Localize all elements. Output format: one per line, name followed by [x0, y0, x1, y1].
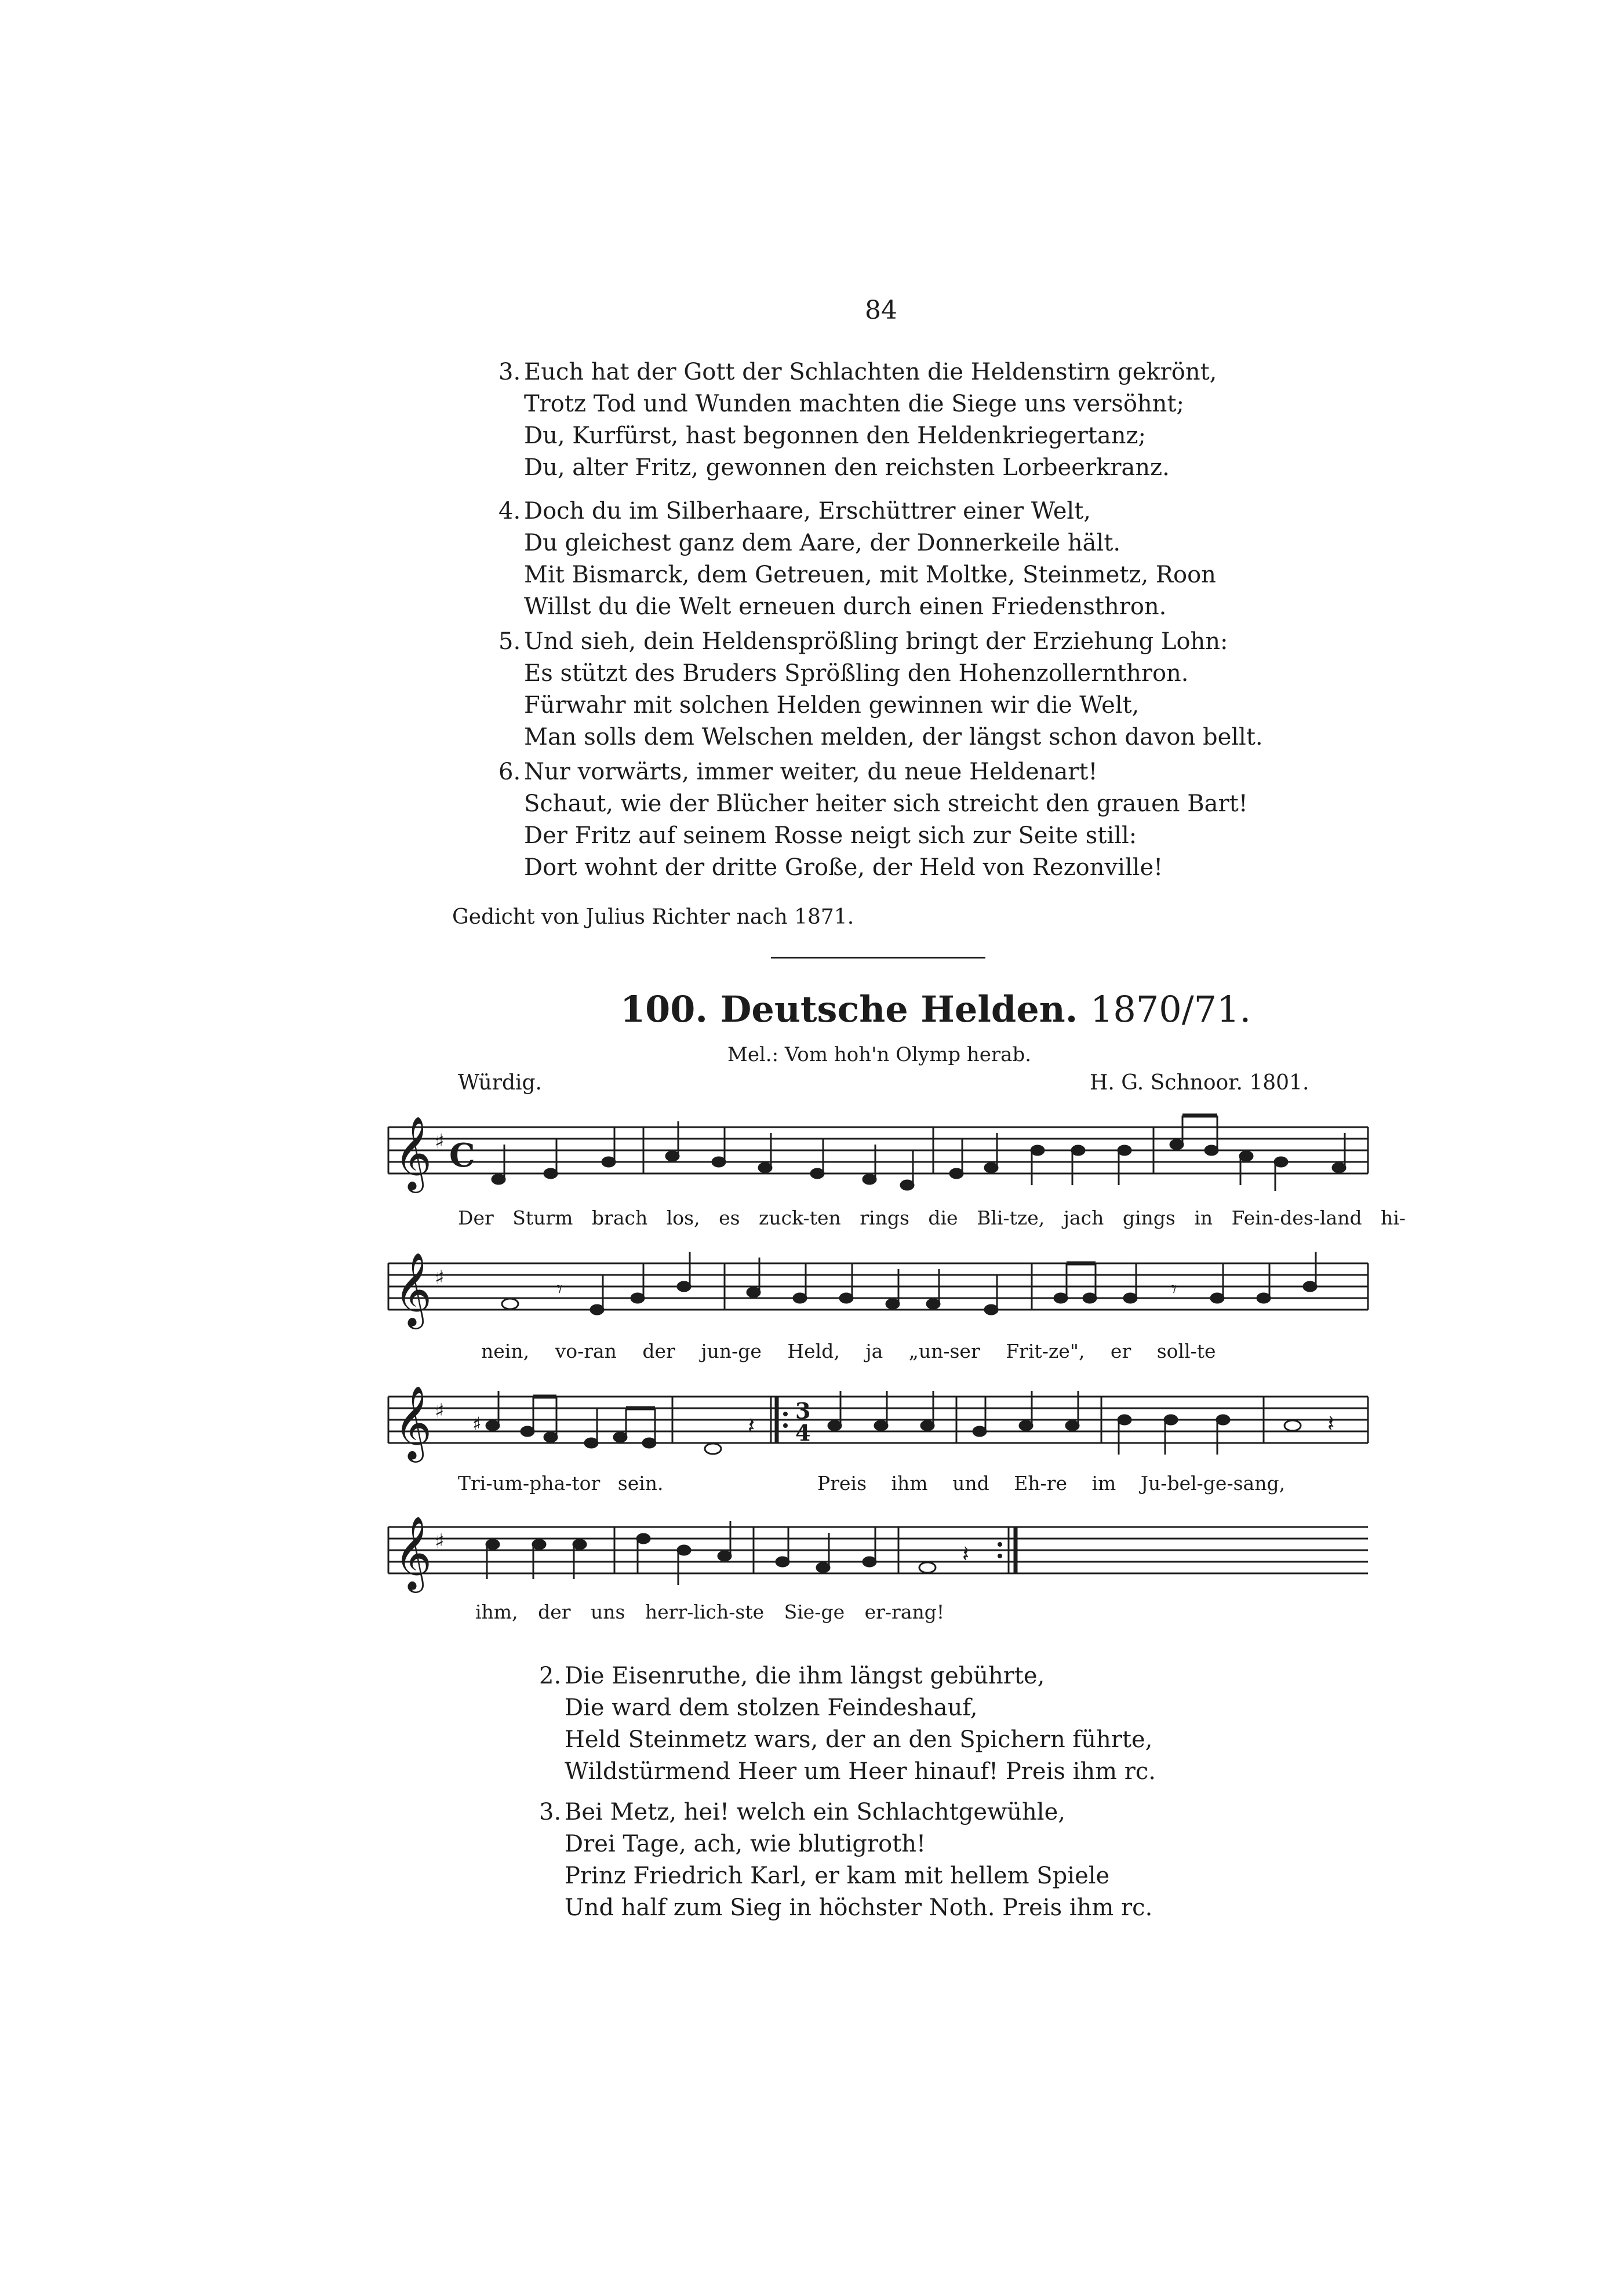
verse-line: Fürwahr mit solchen Helden gewinnen wir die Welt,: [524, 692, 1140, 719]
staff-3-lyrics: Tri-um-pha-tor sein.: [458, 1472, 664, 1495]
song-verse-3: [539, 1796, 1152, 1924]
song-years: 1870/71.: [1090, 988, 1251, 1030]
svg-text:C: C: [449, 1136, 475, 1175]
tempo-marking: Würdig.: [458, 1071, 542, 1095]
treble-clef-icon: 𝄞: [394, 1385, 432, 1459]
verse-number: 3.: [498, 359, 521, 385]
verse-line: Willst du die Welt erneuen durch einen Friedensthron.: [524, 593, 1167, 620]
section-divider: [771, 957, 985, 959]
svg-text:4: 4: [795, 1420, 811, 1446]
music-staff-2: [377, 1240, 1374, 1333]
verse-line: Trotz Tod und Wunden machten die Siege uns versöhnt;: [524, 391, 1184, 417]
music-staff-3: [377, 1373, 1374, 1466]
verse-line: Dort wohnt der dritte Große, der Held von Rezonville!: [524, 854, 1163, 881]
verse-line: Es stützt des Bruders Sprößling den Hohenzollernthron.: [524, 660, 1189, 687]
verse-line: Prinz Friedrich Karl, er kam mit hellem Spiele: [565, 1863, 1110, 1889]
verse-line: Du gleichest ganz dem Aare, der Donnerkeile hält.: [524, 530, 1121, 556]
verse-line: Du, alter Fritz, gewonnen den reichsten Lorbeerkranz.: [524, 454, 1170, 481]
verse-line: Doch du im Silberhaare, Erschüttrer einer Welt,: [524, 498, 1091, 524]
treble-clef-icon: 𝄞: [394, 1252, 432, 1326]
svg-text:♯: ♯: [472, 1413, 482, 1435]
song-verse-2: [539, 1660, 1156, 1788]
svg-text:3: 3: [795, 1398, 811, 1424]
verse-line: Wildstürmend Heer um Heer hinauf! Preis ihm rc.: [565, 1758, 1156, 1785]
verse-line: Die Eisenruthe, die ihm längst gebührte,: [565, 1663, 1045, 1689]
svg-text:♯: ♯: [435, 1130, 445, 1153]
song-title: [620, 988, 1251, 1030]
treble-clef-icon: 𝄞: [394, 1116, 432, 1190]
staff-3-refrain-lyrics: Preis ihm und Eh-re im Ju-bel-ge-sang,: [817, 1472, 1286, 1495]
verse-line: Du, Kurfürst, hast begonnen den Heldenkriegertanz;: [524, 422, 1147, 449]
verse-line: Man solls dem Welschen melden, der längst schon davon bellt.: [524, 724, 1263, 750]
verse-line: Und sieh, dein Heldensprößling bringt der Erziehung Lohn:: [524, 628, 1228, 655]
page-number: 84: [865, 296, 897, 325]
staff-1-lyrics: Der Sturm brach los, es zuck-ten rings die Bli-tze, jach gings in Fein-des-land hi-: [458, 1207, 1406, 1229]
treble-clef-icon: 𝄞: [394, 1515, 432, 1590]
verse-line: Die ward dem stolzen Feindeshauf,: [565, 1694, 978, 1721]
verse-line: Mit Bismarck, dem Getreuen, mit Moltke, Steinmetz, Roon: [524, 562, 1216, 588]
music-staff-4: [377, 1504, 1374, 1597]
verse-line: Der Fritz auf seinem Rosse neigt sich zur Seite still:: [524, 822, 1137, 849]
verse-line: Schaut, wie der Blücher heiter sich streicht den grauen Bart!: [524, 790, 1248, 817]
verse-number: 4.: [498, 498, 521, 524]
verse-number: 5.: [498, 628, 521, 655]
svg-text:𝄽: 𝄽: [748, 1413, 755, 1439]
staff-4-lyrics: ihm, der uns herr-lich-ste Sie-ge er-rang!: [475, 1601, 945, 1623]
song-number: 100.: [620, 988, 708, 1030]
verse-line: Held Steinmetz wars, der an den Spichern führte,: [565, 1726, 1153, 1753]
svg-text:♯: ♯: [435, 1266, 445, 1289]
verse-line: Und half zum Sieg in höchster Noth. Preis ihm rc.: [565, 1894, 1153, 1921]
svg-text:♯: ♯: [435, 1400, 445, 1423]
verse-line: Bei Metz, hei! welch ein Schlachtgewühle,: [565, 1799, 1065, 1825]
song-title-text: Deutsche Helden.: [720, 988, 1078, 1030]
verse-line: Nur vorwärts, immer weiter, du neue Heldenart!: [524, 759, 1098, 785]
verse-5: [498, 626, 1263, 753]
svg-text:♯: ♯: [435, 1530, 445, 1553]
staff-2-lyrics: nein, vo-ran der jun-ge Held, ja „un-ser Frit-ze", er soll-te: [481, 1340, 1216, 1362]
music-staff-1: [377, 1104, 1374, 1197]
svg-text:𝄾: 𝄾: [1171, 1276, 1177, 1303]
svg-text:𝄽: 𝄽: [962, 1541, 970, 1568]
verse-line: Euch hat der Gott der Schlachten die Heldenstirn gekrönt,: [524, 359, 1217, 385]
composer-credit: H. G. Schnoor. 1801.: [1090, 1071, 1309, 1095]
verse-4: [498, 495, 1216, 623]
verse-number: 2.: [539, 1663, 562, 1689]
verse-line: Drei Tage, ach, wie blutigroth!: [565, 1831, 926, 1857]
poem-credit: Gedicht von Julius Richter nach 1871.: [452, 905, 854, 929]
verse-number: 6.: [498, 759, 521, 785]
verse-3: [498, 356, 1217, 484]
svg-text:𝄾: 𝄾: [556, 1276, 563, 1303]
verse-number: 3.: [539, 1799, 562, 1825]
verse-6: [498, 756, 1248, 884]
svg-text:𝄽: 𝄽: [1327, 1411, 1335, 1437]
melody-note: Mel.: Vom hoh'n Olymp herab.: [727, 1043, 1032, 1066]
